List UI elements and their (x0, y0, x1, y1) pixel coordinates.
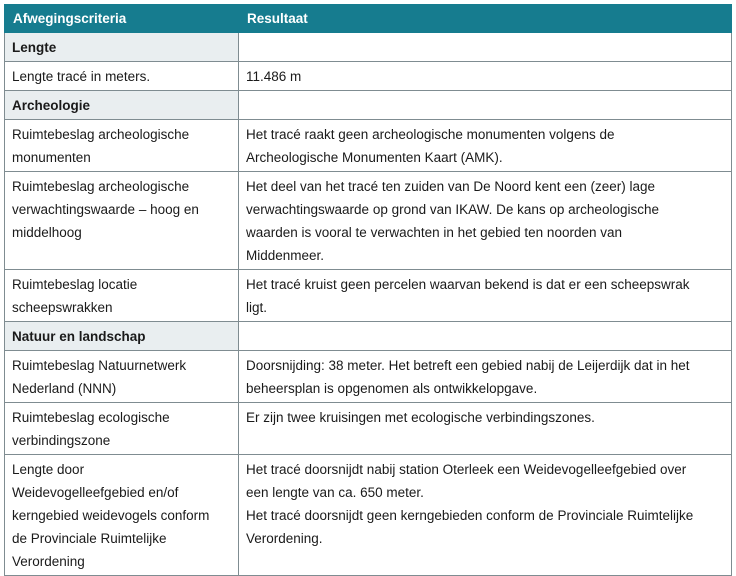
resultaat-text: ligt. (246, 300, 268, 315)
resultaat-cell (239, 62, 732, 91)
resultaat-text: beheersplan is opgenomen als ontwikkelopgave. (246, 381, 538, 396)
table-row (5, 403, 732, 455)
resultaat-text: een lengte van ca. 650 meter. (246, 485, 424, 500)
criterium-cell (5, 351, 239, 403)
criterium-cell (5, 455, 239, 576)
resultaat-cell (239, 351, 732, 403)
resultaat-cell (239, 172, 732, 270)
table-row (5, 455, 732, 576)
section-title: Archeologie (5, 91, 239, 120)
section-title: Natuur en landschap (5, 322, 239, 351)
criterium-text: monumenten (12, 150, 91, 165)
resultaat-text: Het tracé doorsnijdt geen kerngebieden conform de Provinciale Ruimtelijke (246, 508, 694, 523)
criterium-text: middelhoog (12, 225, 82, 240)
criterium-text: scheepswrakken (12, 300, 113, 315)
criterium-text: Ruimtebeslag locatie (12, 277, 138, 292)
resultaat-text: Het deel van het tracé ten zuiden van De Noord kent een (zeer) lage (246, 179, 655, 194)
criterium-text: Verordening (12, 554, 85, 569)
resultaat-text: Het tracé raakt geen archeologische monumenten volgens de (246, 127, 615, 142)
resultaat-cell (239, 120, 732, 172)
section-row-lengte (5, 33, 732, 62)
resultaat-text: Verordening. (246, 531, 323, 546)
section-row-natuur (5, 322, 732, 351)
table-row (5, 270, 732, 322)
resultaat-text: Er zijn twee kruisingen met ecologische verbindingszones. (246, 410, 595, 425)
section-empty-cell (239, 91, 732, 120)
criterium-cell (5, 403, 239, 455)
section-empty-cell (239, 33, 732, 62)
resultaat-cell (239, 270, 732, 322)
criterium-cell (5, 172, 239, 270)
resultaat-text: 11.486 m (246, 69, 302, 84)
header-criteria: Afwegingscriteria (5, 5, 239, 33)
criterium-text: Nederland (NNN) (12, 381, 117, 396)
criterium-text: Lengte tracé in meters. (12, 69, 151, 84)
criterium-text: de Provinciale Ruimtelijke (12, 531, 167, 546)
criterium-text: verwachtingswaarde – hoog en (12, 202, 199, 217)
criterium-text: Lengte door (12, 462, 85, 477)
criterium-text: Ruimtebeslag archeologische (12, 179, 190, 194)
section-empty-cell (239, 322, 732, 351)
criterium-text: verbindingszone (12, 433, 111, 448)
criterium-text: Ruimtebeslag ecologische (12, 410, 170, 425)
section-row-archeologie (5, 91, 732, 120)
criterium-text: Ruimtebeslag Natuurnetwerk (12, 358, 187, 373)
resultaat-text: Het tracé doorsnijdt nabij station Oterleek een Weidevogelleefgebied over (246, 462, 687, 477)
table-row (5, 62, 732, 91)
header-result: Resultaat (239, 5, 732, 33)
table-row (5, 172, 732, 270)
resultaat-text: waarden is vooral te verwachten in het gebied ten noorden van (246, 225, 622, 240)
table-row (5, 351, 732, 403)
criterium-text: Ruimtebeslag archeologische (12, 127, 190, 142)
criterium-cell (5, 270, 239, 322)
resultaat-text: Middenmeer. (246, 248, 325, 263)
resultaat-cell (239, 455, 732, 576)
criterium-cell (5, 120, 239, 172)
criterium-text: Weidevogelleefgebied en/of (12, 485, 179, 500)
criterium-text: kerngebied weidevogels conform (12, 508, 210, 523)
resultaat-cell (239, 403, 732, 455)
section-title: Lengte (5, 33, 239, 62)
criterium-cell (5, 62, 239, 91)
resultaat-text: Doorsnijding: 38 meter. Het betreft een gebied nabij de Leijerdijk dat in het (246, 358, 690, 373)
resultaat-text: verwachtingswaarde op grond van IKAW. De kans op archeologische (246, 202, 659, 217)
table-header-row (5, 5, 732, 33)
resultaat-text: Het tracé kruist geen percelen waarvan bekend is dat er een scheepswrak (246, 277, 690, 292)
criteria-table (4, 4, 732, 576)
table-row (5, 120, 732, 172)
resultaat-text: Archeologische Monumenten Kaart (AMK). (246, 150, 503, 165)
